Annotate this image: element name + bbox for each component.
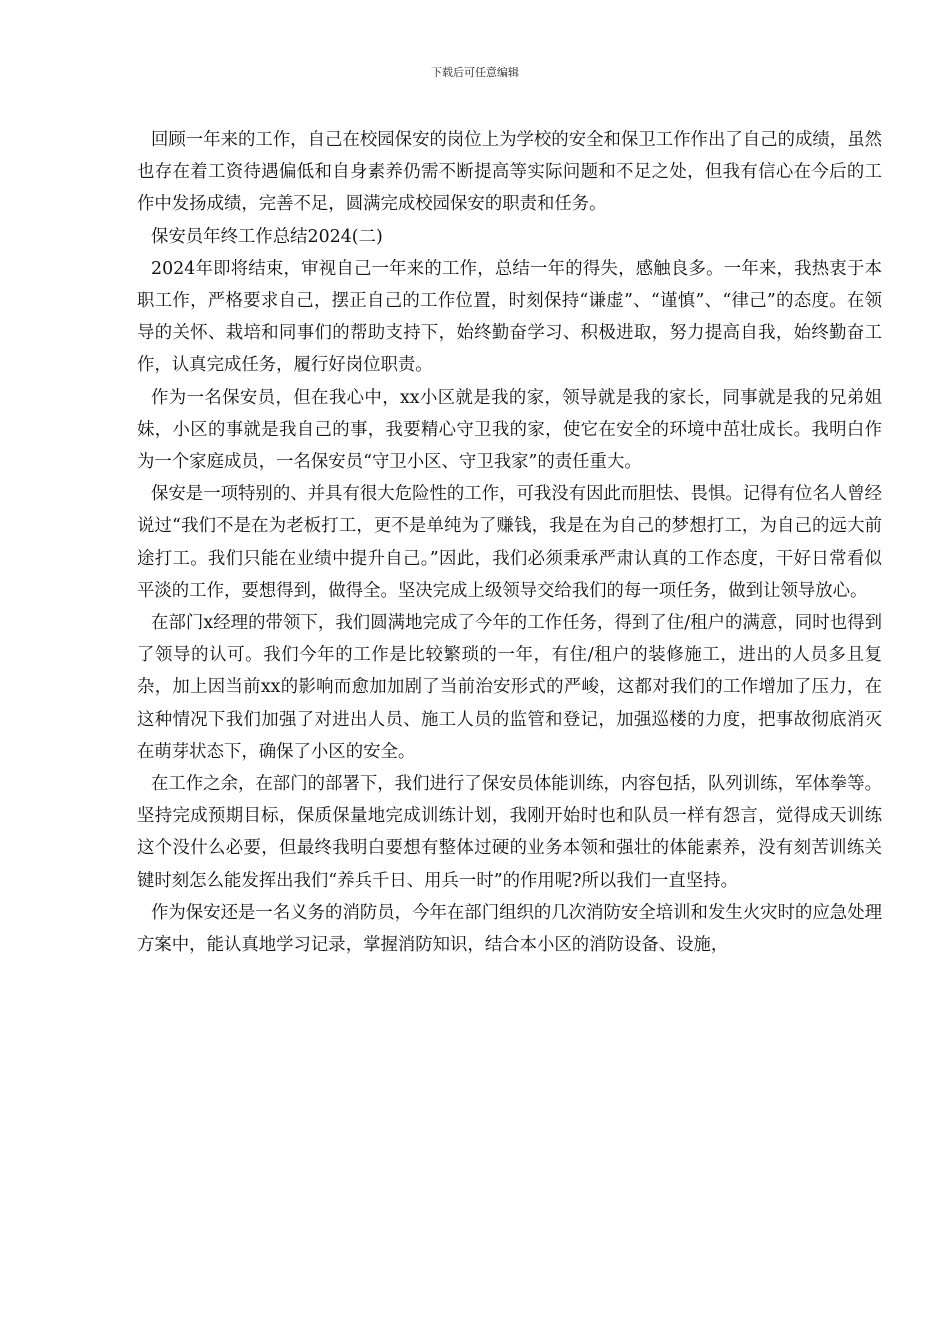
paragraph-training: 在工作之余，在部门的部署下，我们进行了保安员体能训练，内容包括，队列训练，军体拳等。坚持完成预期目标，保质保量地完成训练计划，我刚开始时也和队员一样有怨言，觉得成天训练这个没什么必要，但最终我明白要想有整体过硬的业务本领和强壮的体能素养，没有刻苦训练关键时刻怎么能发挥出我们“养兵千日、用兵一时”的作用呢?所以我们一直坚持。 [137,774,882,891]
paragraph-year-summary: 2024年即将结束，审视自己一年来的工作，总结一年的得失，感触良多。一年来，我热衷于本职工作，严格要求自己，摆正自己的工作位置，时刻保持“谦虚”、“谨慎”、“律己”的态度。在领导的关怀、栽培和同事们的帮助支持下，始终勤奋学习、积极进取，努力提高自我，始终勤奋工作，认真完成任务，履行好岗位职责。 [137,258,882,376]
paragraph-security-work: 保安是一项特别的、并具有很大危险性的工作，可我没有因此而胆怯、畏惧。记得有位名人曾经说过“我们不是在为老板打工，更不是单纯为了赚钱，我是在为自己的梦想打工，为自己的远大前途打工。我们只能在业绩中提升自己。”因此，我们必须秉承严肃认真的工作态度，干好日常看似平淡的工作，要想得到，做得全。坚决完成上级领导交给我们的每一项任务，做到让领导放心。 [137,484,882,601]
paragraph-review: 回顾一年来的工作，自己在校园保安的岗位上为学校的安全和保卫工作作出了自己的成绩，虽然也存在着工资待遇偏低和自身素养仍需不断提高等实际问题和不足之处，但我有信心在今后的工作中发扬成绩，完善不足，圆满完成校园保安的职责和任务。 [137,130,882,215]
paragraph-department-work: 在部门x经理的带领下，我们圆满地完成了今年的工作任务，得到了住/租户的满意，同时也得到了领导的认可。我们今年的工作是比较繁琐的一年，有住/租户的装修施工，进出的人员多且复杂，加上因当前xx的影响而愈加加剧了当前治安形式的严峻，这都对我们的工作增加了压力，在这种情况下我们加强了对进出人员、施工人员的监管和登记，加强巡楼的力度，把事故彻底消灭在萌芽状态下，确保了小区的安全。 [137,613,882,762]
paragraph-fire-safety: 作为保安还是一名义务的消防员，今年在部门组织的几次消防安全培训和发生火灾时的应急处理方案中，能认真地学习记录，掌握消防知识，结合本小区的消防设备、设施， [137,902,882,956]
document-body [137,124,882,961]
paragraph-community-home: 作为一名保安员，但在我心中，xx小区就是我的家，领导就是我的家长，同事就是我的兄弟姐妹，小区的事就是我自己的事，我要精心守卫我的家，使它在安全的环境中茁壮成长。我明白作为一个家庭成员，一名保安员“守卫小区、守卫我家”的责任重大。 [137,387,882,473]
page-header: 下载后可任意编辑 [431,66,519,79]
section-heading: 保安员年终工作总结2024(二) [151,226,383,247]
